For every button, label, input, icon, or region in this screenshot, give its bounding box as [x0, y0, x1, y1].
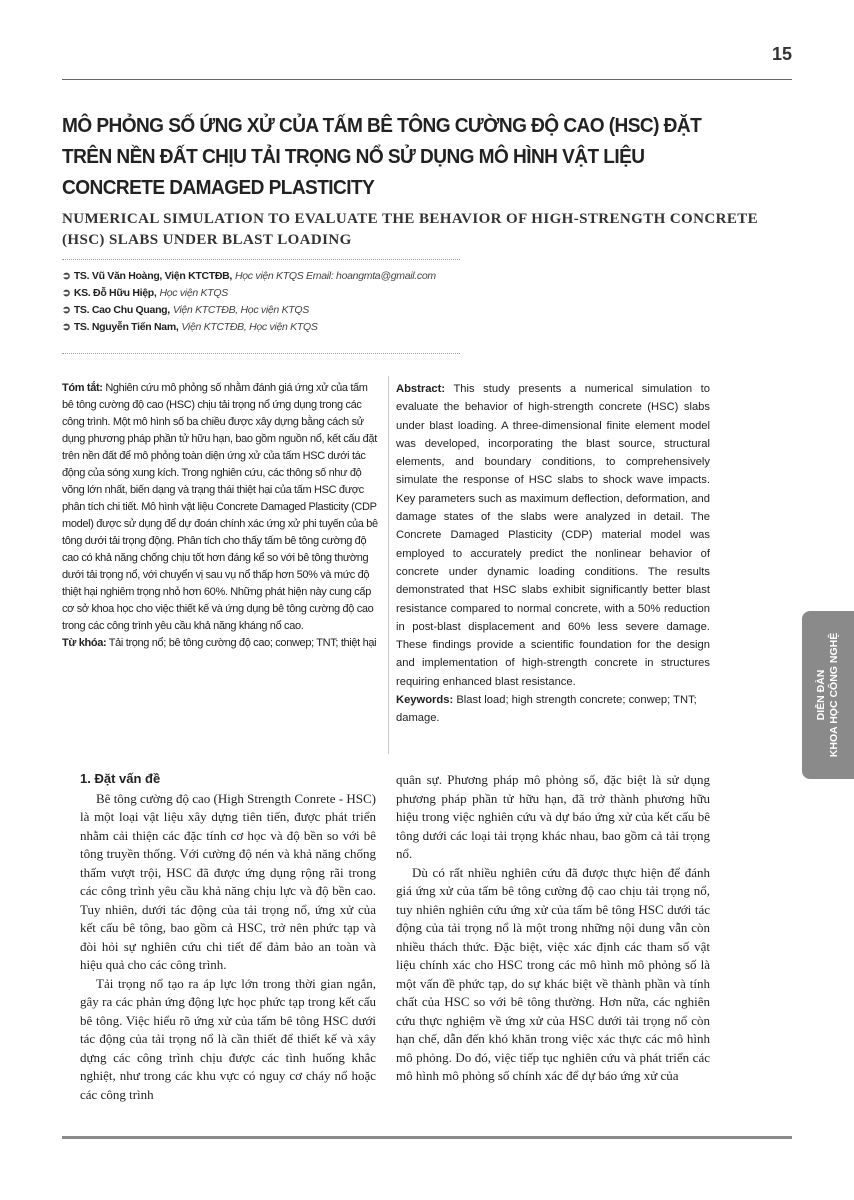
- side-tab-line2: KHOA HỌC CÔNG NGHỆ: [828, 632, 840, 758]
- page-number: 15: [771, 44, 792, 64]
- side-tab-label: [815, 633, 841, 757]
- author-affiliation: Học viện KTQS: [159, 287, 228, 299]
- author-affiliation: Viện KTCTĐB, Học viện KTQS: [181, 321, 318, 333]
- title-english: NUMERICAL SIMULATION TO EVALUATE THE BEHAVIOR OF HIGH-STRENGTH CONCRETE (HSC) SLABS UNDER BLAST LOADING: [62, 211, 759, 248]
- abstract-en-label: Abstract:: [396, 383, 446, 395]
- body-paragraph: Tải trọng nổ tạo ra áp lực lớn trong thời gian ngắn, gây ra các phản ứng động lực học phức tạp trong kết cấu bê tông. Việc hiểu rõ ứng xử của tấm bê tông HSC dưới tác động của tải trọng nổ là cần thiết để thiết kế và xây dựng các công trình chịu được các tình huống khắc nghiệt, như trong các khu vực có nguy cơ cháy nổ hoặc các công trình: [80, 975, 376, 1102]
- authors-bottom-divider: [62, 353, 460, 354]
- section-heading: 1. Đặt vấn đề: [80, 771, 161, 786]
- title-vietnamese: MÔ PHỎNG SỐ ỨNG XỬ CỦA TẤM BÊ TÔNG CƯỜNG ĐỘ CAO (HSC) ĐẶT TRÊN NỀN ĐẤT CHỊU TẢI TRỌNG NỔ SỬ DỤNG MÔ HÌNH VẬT LIỆU CONCRETE DAMAGED PLASTICITY: [62, 114, 702, 199]
- keywords-en-label: Keywords:: [396, 694, 454, 707]
- footer-rule: [62, 1136, 792, 1139]
- body-column-right: [396, 771, 710, 1086]
- body-paragraph: Dù có rất nhiều nghiên cứu đã được thực hiện để đánh giá ứng xử của tấm bê tông cường độ cao chịu tải trọng nổ, tuy nhiên nghiên cứu ứng xử của tấm bê tông HSC dưới tác động của tải trọng nổ là một trong những nội dung vẫn còn nhiều thách thức. Đặc biệt, việc xác định các tham số vật liệu chính xác cho HSC trong các mô hình mô phỏng số là một vấn đề phức tạp, do sự khác biệt về thành phần và tính chất của HSC so với bê tông thường. Hơn nữa, các nghiên cứu thực nghiệm về ứng xử của HSC dưới tải trọng nổ còn hạn chế, dẫn đến khó khăn trong việc xác thực các mô hình mô phỏng. Do đó, việc tiếp tục nghiên cứu và phát triển các mô hình mô phỏng số chính xác để dự báo ứng xử của: [396, 864, 710, 1083]
- keywords-vn-label: Từ khóa:: [62, 637, 107, 649]
- keywords-en-paragraph: [396, 691, 710, 728]
- arrow-icon: ➲: [62, 287, 71, 299]
- keywords-vn-paragraph: [62, 635, 380, 652]
- abstract-en-text: This study presents a numerical simulation to evaluate the behavior of high-strength concrete (HSC) slabs under blast loading. A three-dimensional finite element model was developed, incorporating the blast source, structural elements, and boundary conditions, to comprehensively simulate the response of HSC slabs to shock wave impacts. Key parameters such as maximum deflection, deformation, and damage states of the slabs were analyzed in detail. The Concrete Damaged Plasticity (CDP) material model was employed to accurately predict the nonlinear behavior of concrete under dynamic loading conditions. The results demonstrated that HSC slabs exhibit significantly better blast resistance compared to normal concrete, with a 50% reduction in post-blast displacement and 60% less severe damage. These findings provide a scientific foundation for the design and implementation of high-strength concrete in structures requiring enhanced blast resistance.: [396, 383, 710, 688]
- author-list: [62, 268, 436, 336]
- author-name: TS. Cao Chu Quang,: [73, 304, 170, 316]
- author-item: [62, 268, 436, 285]
- keywords-en-text: Blast load; high strength concrete; conwep; TNT; damage.: [396, 694, 697, 725]
- keywords-vn-text: Tải trọng nổ; bê tông cường độ cao; conwep; TNT; thiệt hại: [108, 637, 377, 649]
- author-affiliation: Viện KTCTĐB, Học viện KTQS: [172, 304, 309, 316]
- abstract-column-divider: [388, 376, 389, 754]
- body-paragraph: Bê tông cường độ cao (High Strength Conrete - HSC) là một loại vật liệu xây dựng tiên tiến, được phát triển nhằm cải thiện các đặc tính cơ học và độ bền so với bê tông truyền thống. Với cường độ nén và khả năng chống thấm vượt trội, HSC đã được ứng dụng rộng rãi trong các công trình yêu cầu khả năng chịu lực và độ bền cao. Tuy nhiên, dưới tác động của tải trọng nổ, ứng xử của kết cấu bê tông, bao gồm cả HSC, trở nên phức tạp và đòi hỏi sự nghiên cứu chi tiết để đảm bảo an toàn và hiệu quả cho các công trình.: [80, 790, 377, 972]
- section-side-tab: [802, 611, 854, 779]
- abstract-vietnamese: [62, 380, 380, 652]
- author-item: [62, 319, 436, 336]
- abstract-vn-label: Tóm tắt:: [62, 382, 103, 394]
- abstract-english: [396, 380, 710, 728]
- author-name: TS. Vũ Văn Hoàng, Viện KTCTĐB,: [73, 270, 233, 282]
- author-item: [62, 285, 436, 302]
- author-affiliation: Học viện KTQS Email: hoangmta@gmail.com: [234, 270, 436, 282]
- arrow-icon: ➲: [62, 321, 71, 333]
- authors-top-divider: [62, 259, 460, 260]
- author-item: [62, 302, 436, 319]
- header-rule: [62, 79, 792, 80]
- author-name: TS. Nguyễn Tiến Nam,: [73, 321, 179, 333]
- abstract-vn-text: Nghiên cứu mô phỏng số nhằm đánh giá ứng xử của tấm bê tông cường độ cao (HSC) chịu tải trọng nổ ứng dụng trong các công trình. Một mô hình số ba chiều được xây dựng bằng cách sử dụng phương pháp phần tử hữu hạn, bao gồm nguồn nổ, kết cấu đặt trên nền đất để mô phỏng toàn diện ứng xử của tấm HSC dưới tác động của sóng xung kích. Trong nghiên cứu, các thông số như độ võng lớn nhất, biến dạng và trạng thái thiệt hại của tấm HSC được phân tích chi tiết. Mô hình vật liệu Concrete Damaged Plasticity (CDP model) được sử dụng để dự đoán chính xác ứng xử phi tuyến của bê tông dưới tải trọng động. Phân tích cho thấy tấm bê tông cường độ cao có khả năng chống chịu tốt hơn đáng kể so với bê tông thường dưới tải trọng nổ, với chuyển vị sau vụ nổ thấp hơn 50% và mức độ thiệt hại nghiêm trọng nhỏ hơn 60%. Những phát hiện này cung cấp cơ sở khoa học cho việc thiết kế và ứng dụng bê tông cường độ cao trong các công trình yêu cầu khả năng kháng nổ cao.: [62, 382, 378, 632]
- body-paragraph: quân sự. Phương pháp mô phỏng số, đặc biệt là sử dụng phương pháp phần tử hữu hạn, đã trở thành phương hữu hiệu trong việc nghiên cứu và dự báo ứng xử của kết cấu bê tông dưới các loại tải trọng khác nhau, bao gồm cả tải trọng nổ.: [396, 772, 710, 861]
- abstract-vn-paragraph: [62, 380, 380, 635]
- arrow-icon: ➲: [62, 270, 71, 282]
- side-tab-line1: DIỄN ĐÀN: [815, 669, 827, 721]
- body-column-left: [80, 770, 376, 1104]
- abstract-en-paragraph: [396, 380, 710, 691]
- arrow-icon: ➲: [62, 304, 71, 316]
- author-name: KS. Đỗ Hữu Hiệp,: [73, 287, 157, 299]
